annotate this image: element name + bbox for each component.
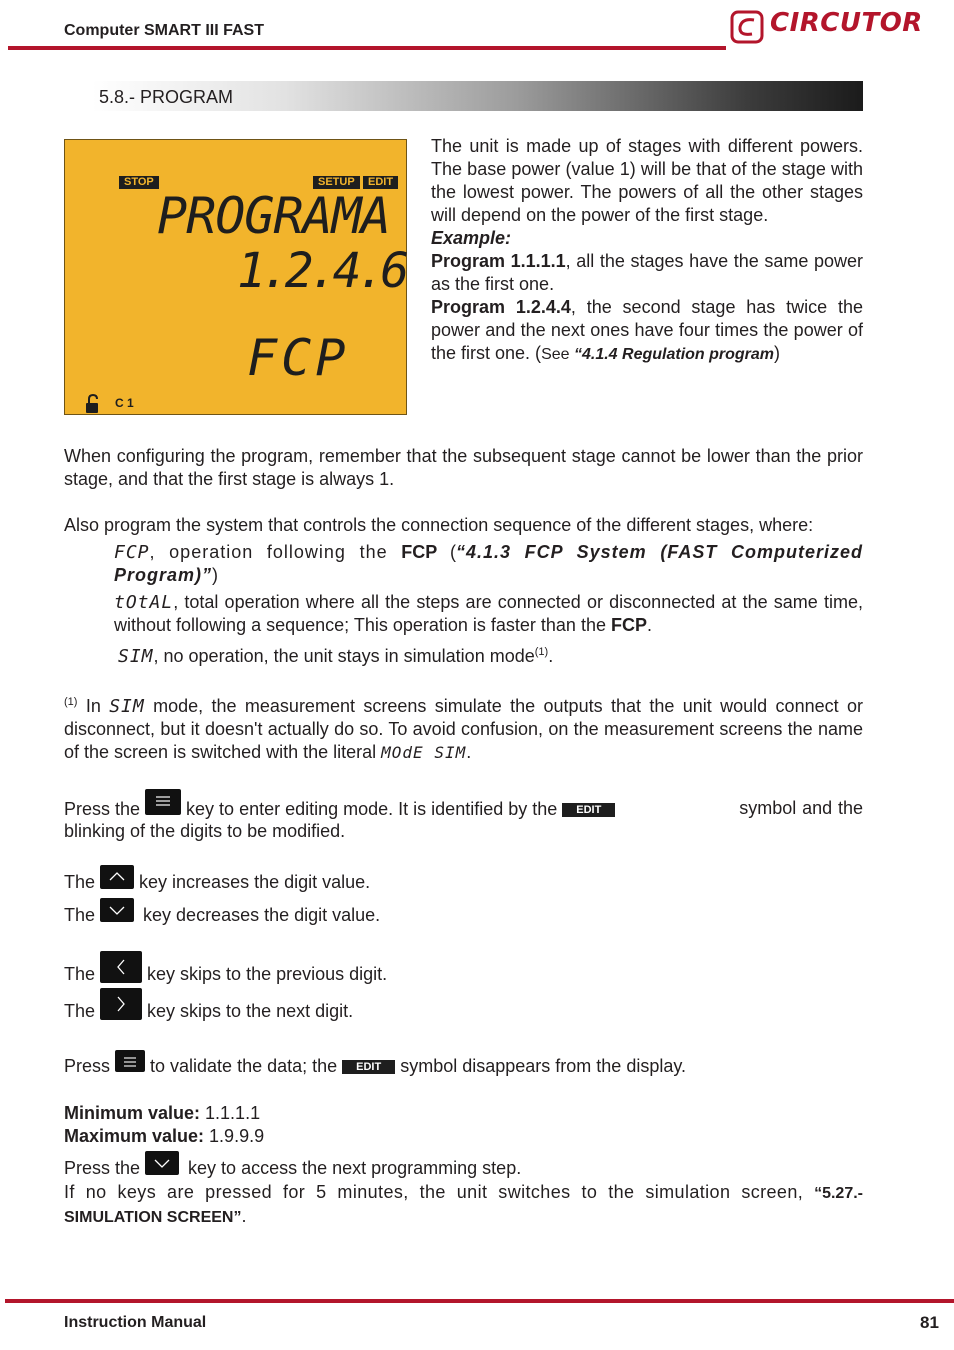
example-label-text: Example: [431,228,512,248]
option-total-bold: FCP [610,615,647,635]
right-key-b: key skips to the next digit. [142,1001,354,1021]
right-key-icon [100,988,142,1020]
down-key-b: key decreases the digit value. [138,905,381,925]
footnote-mark: (1) [64,696,78,708]
option-fcp-code: FCP [114,542,150,563]
option-fcp-bold: FCP [401,542,438,562]
maximum-label: Maximum value: [64,1126,205,1146]
down-key-icon [100,898,134,922]
lcd-display [64,139,407,415]
validate-a: Press [64,1056,116,1076]
left-key-a: The [64,964,101,984]
program-2-close: ) [774,343,781,363]
program-2-example [431,296,863,366]
next-step-line [64,1151,521,1185]
lcd-channel: C 1 [115,396,134,410]
up-key-a: The [64,872,101,892]
option-sim-code: SIM [118,646,154,667]
option-sim-note: (1) [534,646,549,658]
minimum-label: Minimum value: [64,1103,201,1123]
program-1-text: , all the stages have the same power as the first one. [431,251,863,294]
left-key-b: key skips to the previous digit. [142,964,388,984]
footer-rule [5,1299,954,1303]
example-label [431,227,863,250]
lcd-line-2: 1.2.4.6 [237,243,405,299]
header-title: Computer SMART III FAST [64,22,264,39]
validate-line [64,1049,686,1083]
down-key-line [64,900,380,930]
program-1-label: Program 1.1.1.1 [431,251,566,271]
program-1-example [431,250,863,296]
page-number: 81 [920,1313,939,1332]
lcd-stop-tag: STOP [119,176,159,189]
footnote-end: . [466,742,472,762]
down-key-icon [145,1151,179,1175]
program-2-text: , the second stage has twice the power and the next ones have four times the power of the first one. ( [431,297,863,363]
footnote-in: In [77,696,110,716]
left-key-line [64,957,387,991]
option-sim [118,641,867,668]
timeout-paragraph [64,1181,863,1229]
lcd-line-1: PROGRAMA [157,187,390,245]
footnote-literal: MOdE SIM [381,743,467,762]
edit-badge-icon: EDIT [562,803,615,817]
press-edit-c: symbol and the blinking of the digits to be modified. [64,798,864,841]
program-2-label: Program 1.2.4.4 [431,297,571,317]
next-step-a: Press the [64,1158,146,1178]
press-edit-continued [64,797,863,843]
maximum-value-line [64,1125,264,1148]
timeout-a: If no keys are pressed for 5 minutes, the unit switches to the simulation screen, [64,1182,815,1202]
option-total-code: tOtAL [114,592,174,613]
maximum-value: 1.9.9.9 [204,1126,265,1146]
press-edit-a: Press the [64,799,146,819]
lcd-edit-tag: EDIT [363,176,398,189]
left-key-icon [100,951,142,983]
up-key-icon [100,865,134,889]
config-paragraph: When configuring the program, remember that the subsequent stage cannot be lower than the prior stage, and that the first stage is always 1. [64,446,863,489]
lcd-line-3: FCP [247,329,350,387]
timeout-end: . [241,1206,247,1226]
option-fcp-text: , operation following the [149,542,402,562]
footnote-sim-code: SIM [109,696,145,717]
lock-icon [85,394,101,414]
menu-key-icon [115,1050,145,1072]
option-total [114,591,863,637]
right-key-a: The [64,1001,101,1021]
section-title: 5.8.- PROGRAM [99,87,234,107]
option-fcp-close: ) [212,565,219,585]
timeout-ref: “5.27.- SIMULATION SCREEN” [64,1185,863,1226]
option-sim-end: . [548,646,554,666]
option-fcp-ref: “4.1.3 FCP System (FAST Computerized Program)” [114,542,863,585]
footer-manual-label: Instruction Manual [64,1314,207,1331]
down-key-a: The [64,905,101,925]
option-total-end: . [646,615,652,635]
lcd-setup-tag: SETUP [313,176,360,189]
option-fcp [114,541,863,587]
next-step-b: key to access the next programming step. [183,1158,522,1178]
also-paragraph: Also program the system that controls the connection sequence of the different stages, where: [64,515,814,535]
option-total-text: , total operation where all the steps are connected or disconnected at the same time, without following a sequence; This operation is faster than the [114,592,863,635]
up-key-b: key increases the digit value. [134,872,371,892]
right-key-line [64,994,353,1028]
program-2-ref: “4.1.4 Regulation program [573,346,775,363]
press-edit-b: key to enter editing mode. It is identified by the [181,799,563,819]
logo-text: CIRCUTOR [770,8,923,38]
validate-b: to validate the data; the [145,1056,343,1076]
validate-c: symbol disappears from the display. [395,1056,687,1076]
option-sim-text: , no operation, the unit stays in simulation mode [153,646,535,666]
program-2-see: See [541,346,574,363]
intro-paragraph: The unit is made up of stages with different powers. The base power (value 1) will be that of the stage with the lowest power. The powers of all the other stages will depend on the power of the first stage. [431,136,863,225]
edit-badge-icon: EDIT [342,1060,395,1074]
option-fcp-open: ( [437,542,456,562]
minimum-value: 1.1.1.1 [200,1103,261,1123]
minimum-value-line [64,1102,260,1125]
sim-footnote [64,691,863,764]
header-rule [8,46,726,50]
footnote-text: mode, the measurement screens simulate the outputs that the unit would connect or disconnect, but it doesn't actually do so. To avoid confusion, on the measurement screens the name of the screen is switched with the literal [64,696,863,762]
up-key-line [64,867,370,897]
